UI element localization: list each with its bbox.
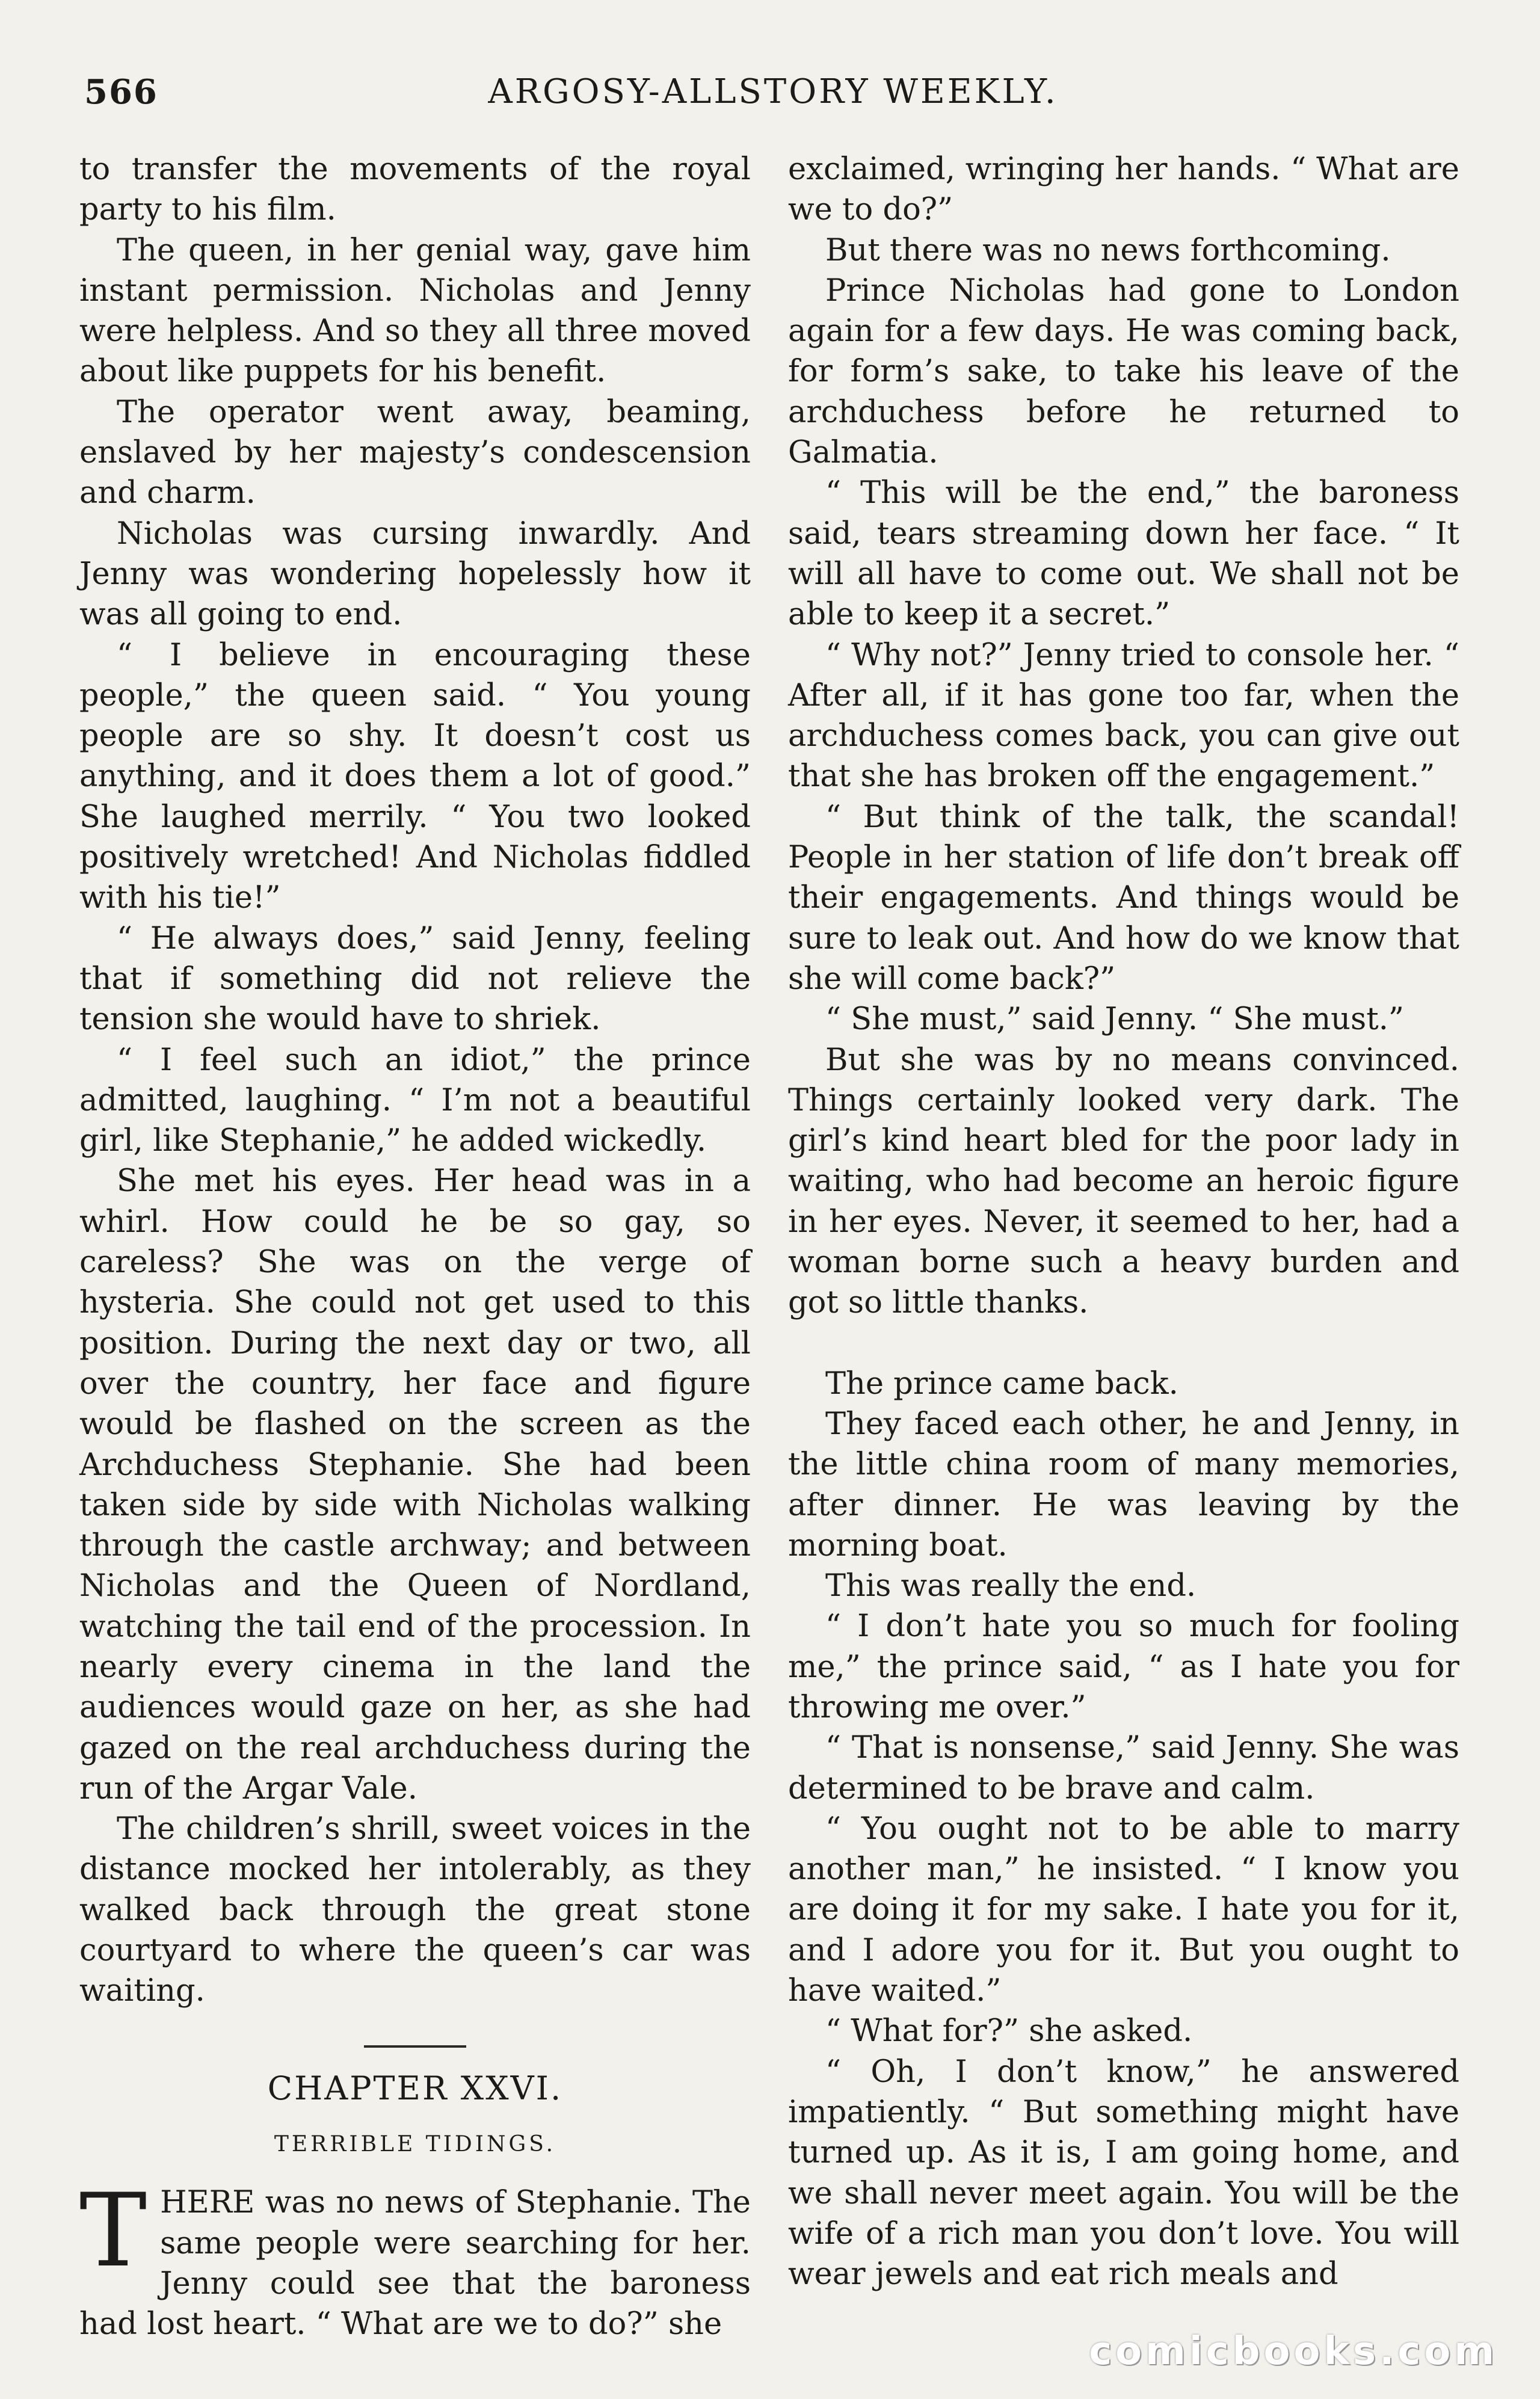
right-column [788, 149, 1459, 2294]
paragraph: “ What for?” she asked. [825, 2013, 1193, 2049]
running-title: ARGOSY-ALLSTORY WEEKLY. [488, 72, 1058, 111]
paragraph: “ I don’t hate you so much for fooling me,” the prince said, “ as I hate you for throwing me over.” [788, 1609, 1459, 1725]
paragraph: “ She must,” said Jenny. “ She must.” [825, 1002, 1404, 1038]
page-header [84, 72, 1462, 126]
opening-text: HERE was no news of Stephanie. The same people were searching for her. Jenny could see that the baroness had lost heart. “ What are we to do?” she [79, 2185, 751, 2342]
paragraph: The prince came back. [825, 1366, 1178, 1402]
paragraph: “ He always does,” said Jenny, feeling that if something did not relieve the tension she would have to shriek. [79, 920, 751, 1038]
paragraph: to transfer the movements of the royal party to his film. [79, 152, 751, 228]
paragraph: The operator went away, beaming, enslaved by her majesty’s condescension and charm. [79, 394, 751, 511]
paragraph: The children’s shrill, sweet voices in the distance mocked her intolerably, as they walked back through the great stone courtyard to where the queen’s car was waiting. [79, 1811, 751, 2009]
paragraph: “ I believe in encouraging these people,” the queen said. “ You young people are so shy. It doesn’t cost us anything, and it does them a lot of good.” She laughed merrily. “ You two looked positively wretched! And Nicholas fiddled with his tie!” [79, 637, 751, 916]
paragraph: exclaimed, wringing her hands. “ What are we to do?” [788, 152, 1459, 228]
paragraph: But she was by no means convinced. Things certainly looked very dark. The girl’s kind heart bled for the poor lady in waiting, who had become an heroic figure in her eyes. Never, it seemed to her, had a woman borne such a heavy burden and got so little thanks. [788, 1042, 1459, 1321]
paragraph: Nicholas was cursing inwardly. And Jenny was wondering hopelessly how it was all going to end. [79, 516, 751, 633]
paragraph: They faced each other, he and Jenny, in the little china room of many memories, after dinner. He was leaving by the morning boat. [788, 1406, 1459, 1563]
paragraph: “ This will be the end,” the baroness said, tears streaming down her face. “ It will all have to come out. We shall not be able to keep it a secret.” [788, 475, 1459, 633]
paragraph: She met his eyes. Her head was in a whirl. How could he be so gay, so careless? She was on the verge of hysteria. She could not get used to this position. During the next day or two, all over the country, her face and figure would be flashed on the screen as the Archduchess Stephanie. She had been taken side by side with Nicholas walking through the castle archway; and between Nicholas and the Queen of Nordland, watching the tail end of the procession. In nearly every cinema in the land the audiences would gaze on her, as she had gazed on the real archduchess during the run of the Argar Vale. [79, 1163, 751, 1806]
paragraph: Prince Nicholas had gone to London again for a few days. He was coming back, for form’s sake, to take his leave of the archduchess before he returned to Galmatia. [788, 273, 1459, 471]
paragraph: “ That is nonsense,” said Jenny. She was determined to be brave and calm. [788, 1730, 1459, 1806]
paragraph: “ I feel such an idiot,” the prince admitted, laughing. “ I’m not a beautiful girl, like Stephanie,” he added wickedly. [79, 1042, 751, 1159]
section-break [788, 1323, 1459, 1364]
drop-cap: T [79, 2172, 147, 2290]
paragraph: “ But think of the talk, the scandal! People in her station of life don’t break off their engagements. And things would be sure to leak out. And how do we know that she will come back?” [788, 799, 1459, 997]
watermark-logo: comicbooks.com [1089, 2329, 1498, 2374]
chapter-heading: CHAPTER XXVI. [267, 2069, 563, 2107]
paragraph: This was really the end. [825, 1568, 1197, 1604]
paragraph: “ Why not?” Jenny tried to console her. “ After all, if it has gone too far, when the archduchess comes back, you can give out that she has broken off the engagement.” [788, 637, 1459, 795]
paragraph: “ You ought not to be able to marry another man,” he insisted. “ I know you are doing it for my sake. I hate you for it, and I adore you for it. But you ought to have waited.” [788, 1811, 1459, 2009]
left-column [79, 149, 751, 2344]
chapter-subtitle: TERRIBLE TIDINGS. [274, 2131, 556, 2157]
paragraph: “ Oh, I don’t know,” he answered impatiently. “ But something might have turned up. As it is, I am going home, and we shall never meet again. You will be the wife of a rich man you don’t love. You will wear jewels and eat rich meals and [788, 2054, 1459, 2293]
paragraph: But there was no news forthcoming. [825, 232, 1391, 268]
paragraph: The queen, in her genial way, gave him instant permission. Nicholas and Jenny were helpless. And so they all three moved about like puppets for his benefit. [79, 232, 751, 390]
page-number: 566 [84, 72, 158, 112]
section-divider [364, 2045, 466, 2048]
chapter-opening-paragraph [79, 2172, 751, 2344]
